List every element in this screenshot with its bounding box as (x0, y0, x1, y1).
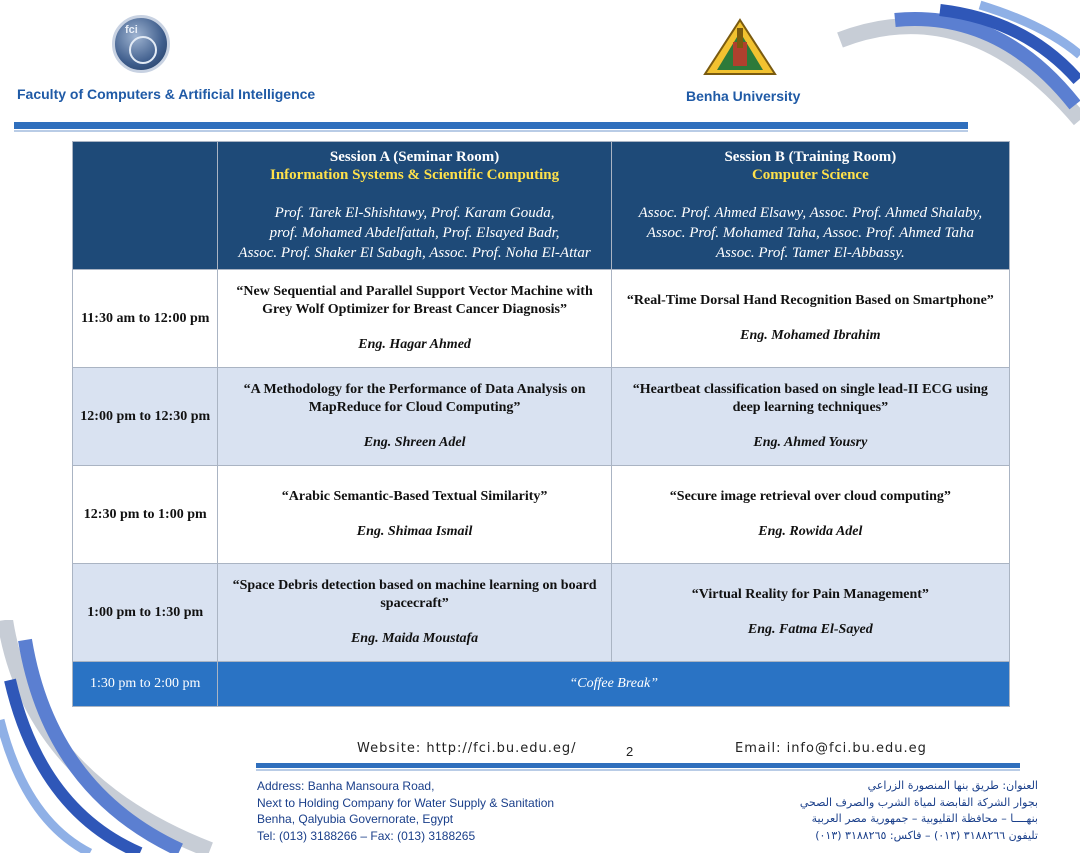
talk-title: “Real-Time Dorsal Hand Recognition Based on Smartphone” (626, 293, 994, 308)
address-line: بنهــــا – محافظة القليوبية – جمهورية مصر العربية (811, 812, 1038, 825)
talk-speaker: Eng. Rowida Adel (758, 524, 863, 539)
address-arabic (800, 778, 1038, 844)
talk-title: “A Methodology for the Performance of Data Analysis on MapReduce for Cloud Computing” (243, 382, 586, 415)
faculty-logo (112, 15, 170, 73)
time-slot: 12:00 pm to 12:30 pm (73, 368, 218, 466)
address-line: العنوان: طريق بنها المنصورة الزراعي (867, 779, 1038, 792)
session-b-chairs (618, 203, 1003, 263)
session-b-chair-line: Assoc. Prof. Mohamed Taha, Assoc. Prof. Ahmed Taha (646, 225, 974, 241)
session-b-header (611, 142, 1009, 270)
address-line: Address: Banha Mansoura Road, (257, 779, 435, 793)
session-b-talk (611, 270, 1009, 368)
schedule-table (72, 141, 1010, 707)
time-slot: 11:30 am to 12:00 pm (73, 270, 218, 368)
time-header-cell (73, 142, 218, 270)
session-b-chair-line: Assoc. Prof. Tamer El-Abbassy. (715, 245, 905, 261)
globe-icon (129, 36, 157, 64)
phone-fax-line: Tel: (013) 3188266 – Fax: (013) 3188265 (257, 828, 476, 843)
website-link[interactable]: Website: http://fci.bu.edu.eg/ (357, 741, 577, 756)
table-row (73, 270, 1010, 368)
session-a-talk (218, 466, 611, 564)
session-a-chairs (224, 203, 604, 263)
header-divider-light (14, 130, 968, 132)
university-logo (703, 18, 777, 78)
talk-speaker: Eng. Hagar Ahmed (358, 337, 471, 352)
talk-speaker: Eng. Ahmed Yousry (753, 435, 868, 450)
session-a-name: Session A (Seminar Room) (329, 149, 500, 165)
table-row (73, 368, 1010, 466)
table-row (73, 466, 1010, 564)
session-a-talk (218, 368, 611, 466)
address-line: بجوار الشركة القابضة لمياة الشرب والصرف الصحي (799, 795, 1038, 809)
session-b-talk (611, 564, 1009, 662)
session-b-name: Session B (Training Room) (724, 149, 897, 165)
session-b-talk (611, 368, 1009, 466)
email-link[interactable]: Email: info@fci.bu.edu.eg (735, 741, 927, 756)
footer-divider-light (256, 769, 1020, 771)
talk-title: “Space Debris detection based on machine learning on board spacecraft” (232, 578, 597, 611)
faculty-name: Faculty of Computers & Artificial Intelligence (17, 86, 316, 102)
session-a-talk (218, 270, 611, 368)
university-name: Benha University (686, 88, 801, 104)
talk-speaker: Eng. Mohamed Ibrahim (740, 328, 881, 343)
session-b-talk (611, 466, 1009, 564)
talk-title: “Secure image retrieval over cloud computing” (669, 489, 951, 504)
session-a-track: Information Systems & Scientific Computing (269, 167, 560, 183)
address-line: Next to Holding Company for Water Supply & Sanitation (257, 795, 555, 810)
header-divider (14, 122, 968, 129)
coffee-break-label: “Coffee Break” (218, 662, 1010, 707)
coffee-break-row (73, 662, 1010, 707)
talk-speaker: Eng. Shreen Adel (363, 435, 466, 450)
talk-title: “New Sequential and Parallel Support Vector Machine with Grey Wolf Optimizer for Breast Cancer Diagnosis” (236, 284, 593, 317)
session-a-chair-line: Prof. Tarek El-Shishtawy, Prof. Karam Gouda, (274, 205, 555, 221)
time-slot: 1:30 pm to 2:00 pm (73, 662, 218, 707)
session-a-header (218, 142, 611, 270)
session-b-chair-line: Assoc. Prof. Ahmed Elsawy, Assoc. Prof. Ahmed Shalaby, (638, 205, 983, 221)
talk-speaker: Eng. Fatma El-Sayed (747, 622, 873, 637)
phone-fax-line: تليفون ٣١٨٨٢٦٦ (٠١٣) – فاكس: ٣١٨٨٢٦٥ (٠١٣) (815, 828, 1038, 842)
faculty-logo-text: fci (125, 24, 138, 36)
address-line: Benha, Qalyubia Governorate, Egypt (257, 812, 454, 826)
session-b-track: Computer Science (751, 167, 869, 183)
talk-title: “Heartbeat classification based on single lead-II ECG using deep learning techniques” (632, 382, 988, 415)
talk-title: “Virtual Reality for Pain Management” (691, 587, 929, 602)
time-slot: 1:00 pm to 1:30 pm (73, 564, 218, 662)
time-slot: 12:30 pm to 1:00 pm (73, 466, 218, 564)
session-header-row (73, 142, 1010, 270)
address-english (257, 778, 554, 844)
talk-title: “Arabic Semantic-Based Textual Similarity” (281, 489, 548, 504)
page-number: 2 (626, 744, 634, 759)
footer-divider (256, 763, 1020, 768)
table-row (73, 564, 1010, 662)
session-a-talk (218, 564, 611, 662)
talk-speaker: Eng. Maida Moustafa (350, 631, 479, 646)
talk-speaker: Eng. Shimaa Ismail (356, 524, 473, 539)
session-a-chair-line: Assoc. Prof. Shaker El Sabagh, Assoc. Prof. Noha El-Attar (238, 245, 591, 261)
top-right-swoosh-decoration (820, 0, 1080, 140)
session-a-chair-line: prof. Mohamed Abdelfattah, Prof. Elsayed Badr, (269, 225, 560, 241)
